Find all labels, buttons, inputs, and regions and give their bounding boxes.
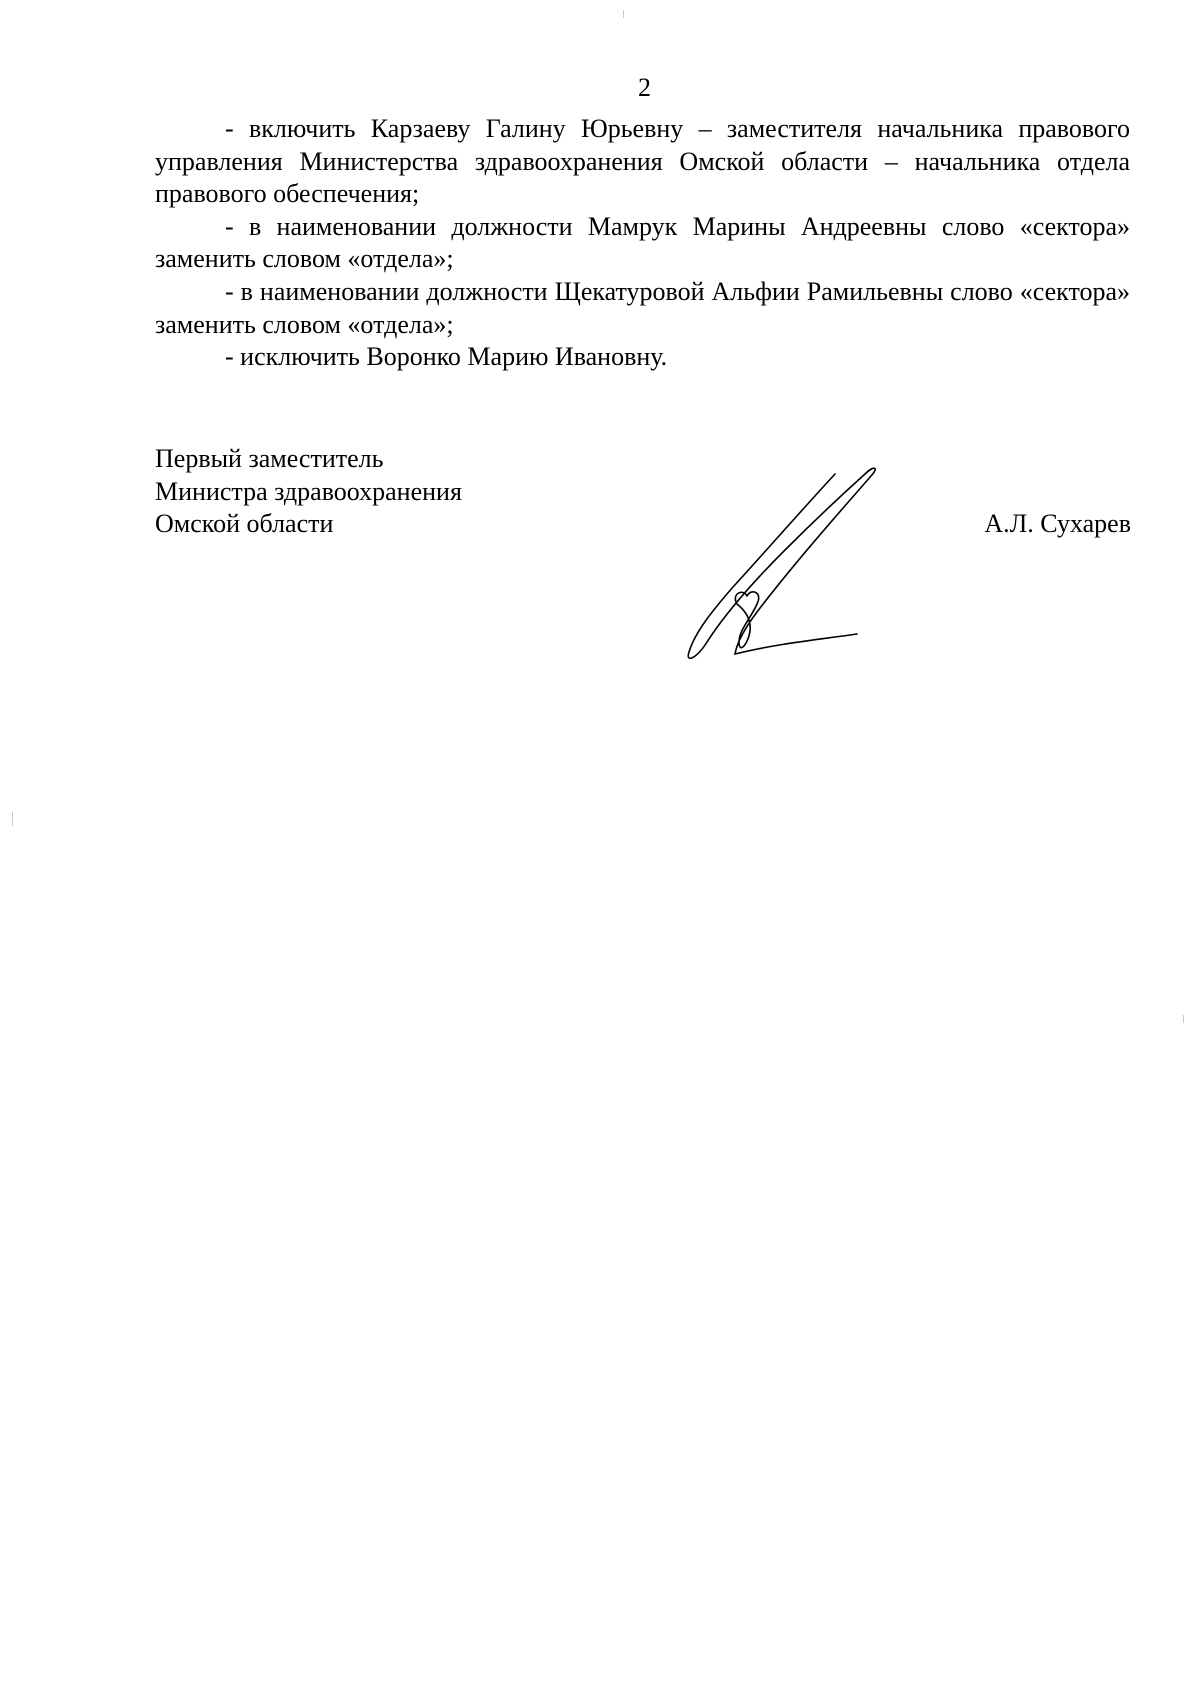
paragraph-rename-shchekaturova: - в наименовании должности Щекатуровой Альфии Рамильевны слово «сектора» заменить словом «отдела»; xyxy=(155,276,1130,339)
signatory-name: А.Л. Сухарев xyxy=(984,509,1131,538)
scan-speck xyxy=(1183,1015,1184,1023)
signatory-position-line: Омской области xyxy=(155,509,334,539)
paragraph-include: - включить Карзаеву Галину Юрьевну – заместителя начальника правового управления Министерства здравоохранения Омской области – начальника отдела правового обеспечения; xyxy=(155,114,1130,209)
scan-speck xyxy=(623,10,624,18)
signatory-position-line: Министра здравоохранения xyxy=(155,476,462,506)
paragraph-exclude: - исключить Воронко Марию Ивановну. xyxy=(225,342,668,372)
paragraph-rename-mamruk: - в наименовании должности Мамрук Марины Андреевны слово «сектора» заменить словом «отдела»; xyxy=(155,211,1130,274)
handwritten-signature xyxy=(685,462,915,667)
document-body xyxy=(155,113,1130,374)
signatory-position xyxy=(155,443,462,541)
signatory-position-line: Первый заместитель xyxy=(155,444,384,473)
page-number: 2 xyxy=(638,73,651,102)
scan-speck xyxy=(12,812,13,826)
